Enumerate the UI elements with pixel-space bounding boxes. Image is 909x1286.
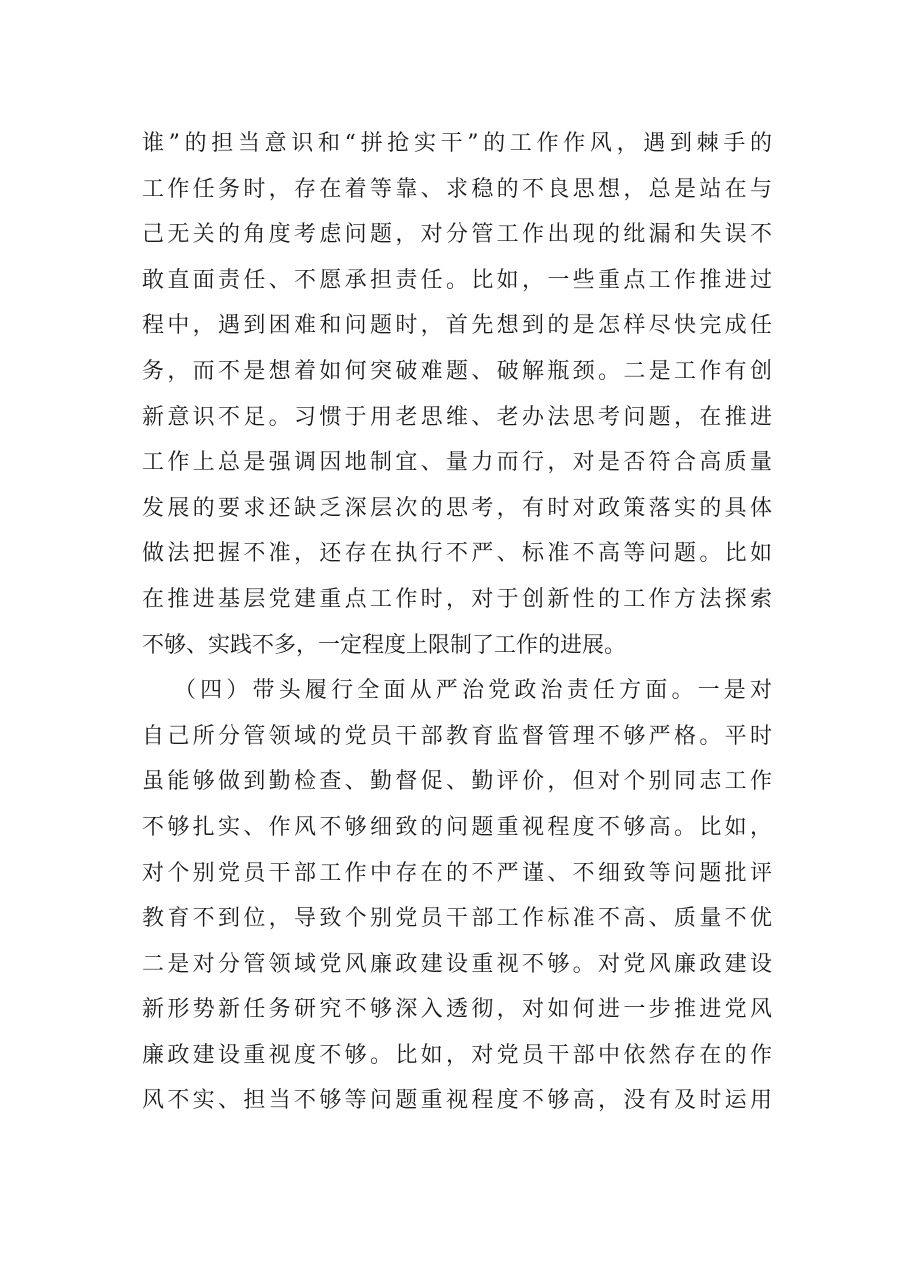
section-heading-line: （四）带头履行全面从严治党政治责任方面。一是对	[174, 678, 772, 704]
text-line: 在推进基层党建重点工作时，对于创新性的工作方法探索	[142, 586, 772, 612]
text-line: 发展的要求还缺乏深层次的思考，有时对政策落实的具体	[142, 495, 772, 521]
text-line: 不够、实践不多，一定程度上限制了工作的进展。	[142, 632, 627, 658]
text-line: 虽能够做到勤检查、勤督促、勤评价，但对个别同志工作	[142, 769, 772, 795]
text-line: 谁”的担当意识和“拼抢实干”的工作作风，遇到棘手的	[142, 131, 772, 156]
text-line: 二是对分管领域党风廉政建设重视不够。对党风廉政建设	[142, 951, 772, 977]
text-line: 程中，遇到困难和问题时，首先想到的是怎样尽快完成任	[142, 313, 772, 339]
text-line: 廉政建设重视度不够。比如，对党员干部中依然存在的作	[142, 1042, 772, 1068]
text-line: 己无关的角度考虑问题，对分管工作出现的纰漏和失误不	[142, 222, 772, 248]
text-line: 新意识不足。习惯于用老思维、老办法思考问题，在推进	[142, 404, 772, 430]
text-line: 风不实、担当不够等问题重视程度不够高，没有及时运用	[142, 1088, 772, 1114]
text-line: 工作上总是强调因地制宜、量力而行，对是否符合高质量	[142, 450, 772, 476]
text-line: 不够扎实、作风不够细致的问题重视程度不够高。比如，	[142, 814, 772, 840]
text-line: 新形势新任务研究不够深入透彻，对如何进一步推进党风	[142, 997, 772, 1023]
text-line: 自己所分管领域的党员干部教育监督管理不够严格。平时	[142, 723, 772, 749]
text-line: 敢直面责任、不愿承担责任。比如，一些重点工作推进过	[142, 267, 772, 293]
text-line: 务，而不是想着如何突破难题、破解瓶颈。二是工作有创	[142, 358, 772, 384]
text-line: 工作任务时，存在着等靠、求稳的不良思想，总是站在与	[142, 176, 772, 202]
text-line: 教育不到位，导致个别党员干部工作标准不高、质量不优	[142, 906, 772, 932]
document-body	[142, 121, 772, 1124]
text-line: 做法把握不准，还存在执行不严、标准不高等问题。比如	[142, 541, 772, 567]
text-line: 对个别党员干部工作中存在的不严谨、不细致等问题批评	[142, 860, 772, 886]
